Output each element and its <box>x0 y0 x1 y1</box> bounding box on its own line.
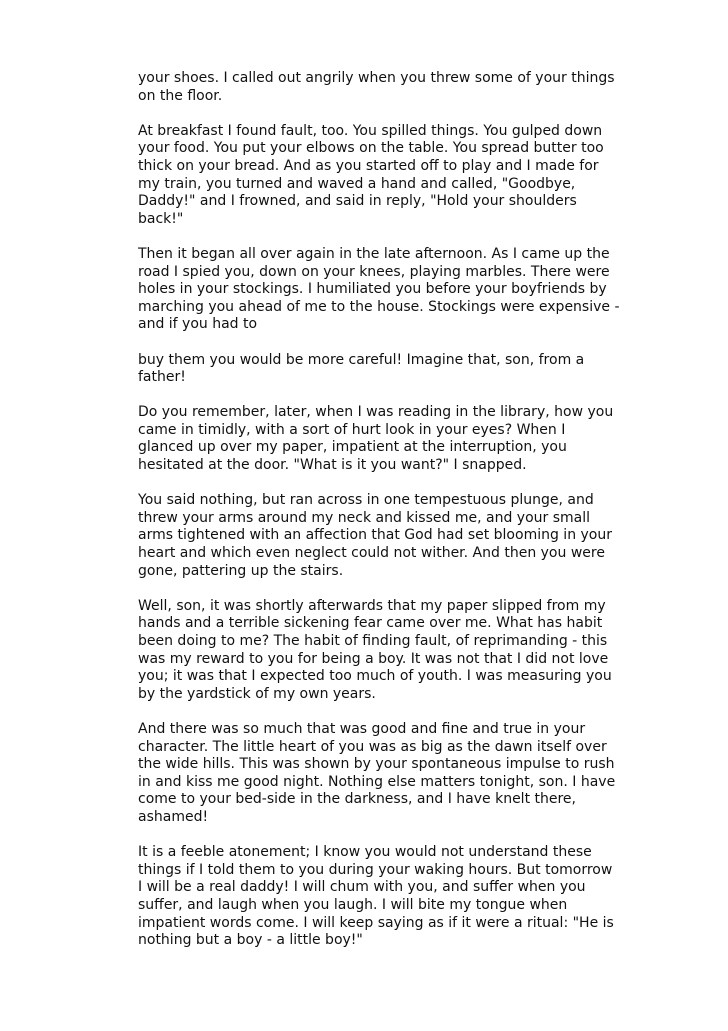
text-line: hesitated at the door. "What is it you want?" I snapped. <box>138 457 527 474</box>
text-line: road I spied you, down on your knees, playing marbles. There were <box>138 263 610 280</box>
text-line: your shoes. I called out angrily when you threw some of your things <box>138 70 615 86</box>
paragraph-8 <box>138 720 616 827</box>
text-line: buy them you would be more careful! Imagine that, son, from a <box>138 351 585 368</box>
text-line: And there was so much that was good and fine and true in your <box>138 720 586 737</box>
paragraph-1 <box>138 70 615 105</box>
paragraph-2 <box>138 122 604 229</box>
paragraph-5 <box>138 404 614 474</box>
paragraph-4 <box>138 352 590 387</box>
text-line: things if I told them to you during your waking hours. But tomorrow <box>138 861 613 878</box>
text-line: glanced up over my paper, impatient at the interruption, you <box>138 439 567 456</box>
text-line: father! <box>138 369 186 386</box>
document-page <box>138 70 620 967</box>
text-line: Daddy!" and I frowned, and said in reply, "Hold your shoulders <box>138 193 577 210</box>
text-line: gone, pattering up the stairs. <box>138 562 344 579</box>
text-line: I will be a real daddy! I will chum with you, and suffer when you <box>138 879 586 896</box>
text-line: and if you had to <box>138 316 258 333</box>
text-line: Do you remember, later, when I was reading in the library, how you <box>138 404 614 421</box>
text-line: impatient words come. I will keep saying as if it were a ritual: "He is <box>138 914 614 931</box>
text-line: my train, you turned and waved a hand and called, "Goodbye, <box>138 175 576 192</box>
text-line: nothing but a boy - a little boy!" <box>138 932 363 949</box>
text-line: you; it was that I expected too much of youth. I was measuring you <box>138 668 612 685</box>
text-line: your food. You put your elbows on the table. You spread butter too <box>138 140 604 157</box>
text-line: threw your arms around my neck and kissed me, and your small <box>138 509 590 526</box>
text-line: character. The little heart of you was as big as the dawn itself over <box>138 738 607 755</box>
text-line: by the yardstick of my own years. <box>138 685 376 702</box>
text-line: ashamed! <box>138 808 209 825</box>
text-line: holes in your stockings. I humiliated you before your boyfriends by <box>138 281 607 298</box>
text-line: You said nothing, but ran across in one tempestuous plunge, and <box>138 492 594 509</box>
text-line: It is a feeble atonement; I know you would not understand these <box>138 844 592 861</box>
text-line: arms tightened with an affection that God had set blooming in your <box>138 527 612 544</box>
text-line: At breakfast I found fault, too. You spilled things. You gulped down <box>138 122 603 139</box>
text-line: suffer, and laugh when you laugh. I will bite my tongue when <box>138 896 568 913</box>
text-line: back!" <box>138 210 184 227</box>
text-line: came in timidly, with a sort of hurt look in your eyes? When I <box>138 421 566 438</box>
text-line: in and kiss me good night. Nothing else matters tonight, son. I have <box>138 773 616 790</box>
text-line: marching you ahead of me to the house. Stockings were expensive - <box>138 298 620 315</box>
text-line: Then it began all over again in the late afternoon. As I came up the <box>138 245 610 262</box>
text-line: heart and which even neglect could not wither. And then you were <box>138 545 605 562</box>
paragraph-7 <box>138 597 612 704</box>
text-line: Well, son, it was shortly afterwards that my paper slipped from my <box>138 597 606 614</box>
paragraph-9 <box>138 844 614 950</box>
text-line: been doing to me? The habit of finding fault, of reprimanding - this <box>138 633 608 649</box>
text-line: the wide hills. This was shown by your spontaneous impulse to rush <box>138 756 615 773</box>
paragraph-6 <box>138 492 612 580</box>
text-line: come to your bed-side in the darkness, and I have knelt there, <box>138 791 576 808</box>
paragraph-3 <box>138 245 620 334</box>
text-line: thick on your bread. And as you started off to play and I made for <box>138 157 599 174</box>
text-line: was my reward to you for being a boy. It was not that I did not love <box>138 650 609 667</box>
text-line: on the floor. <box>138 87 223 104</box>
text-line: hands and a terrible sickening fear came over me. What has habit <box>138 615 603 632</box>
